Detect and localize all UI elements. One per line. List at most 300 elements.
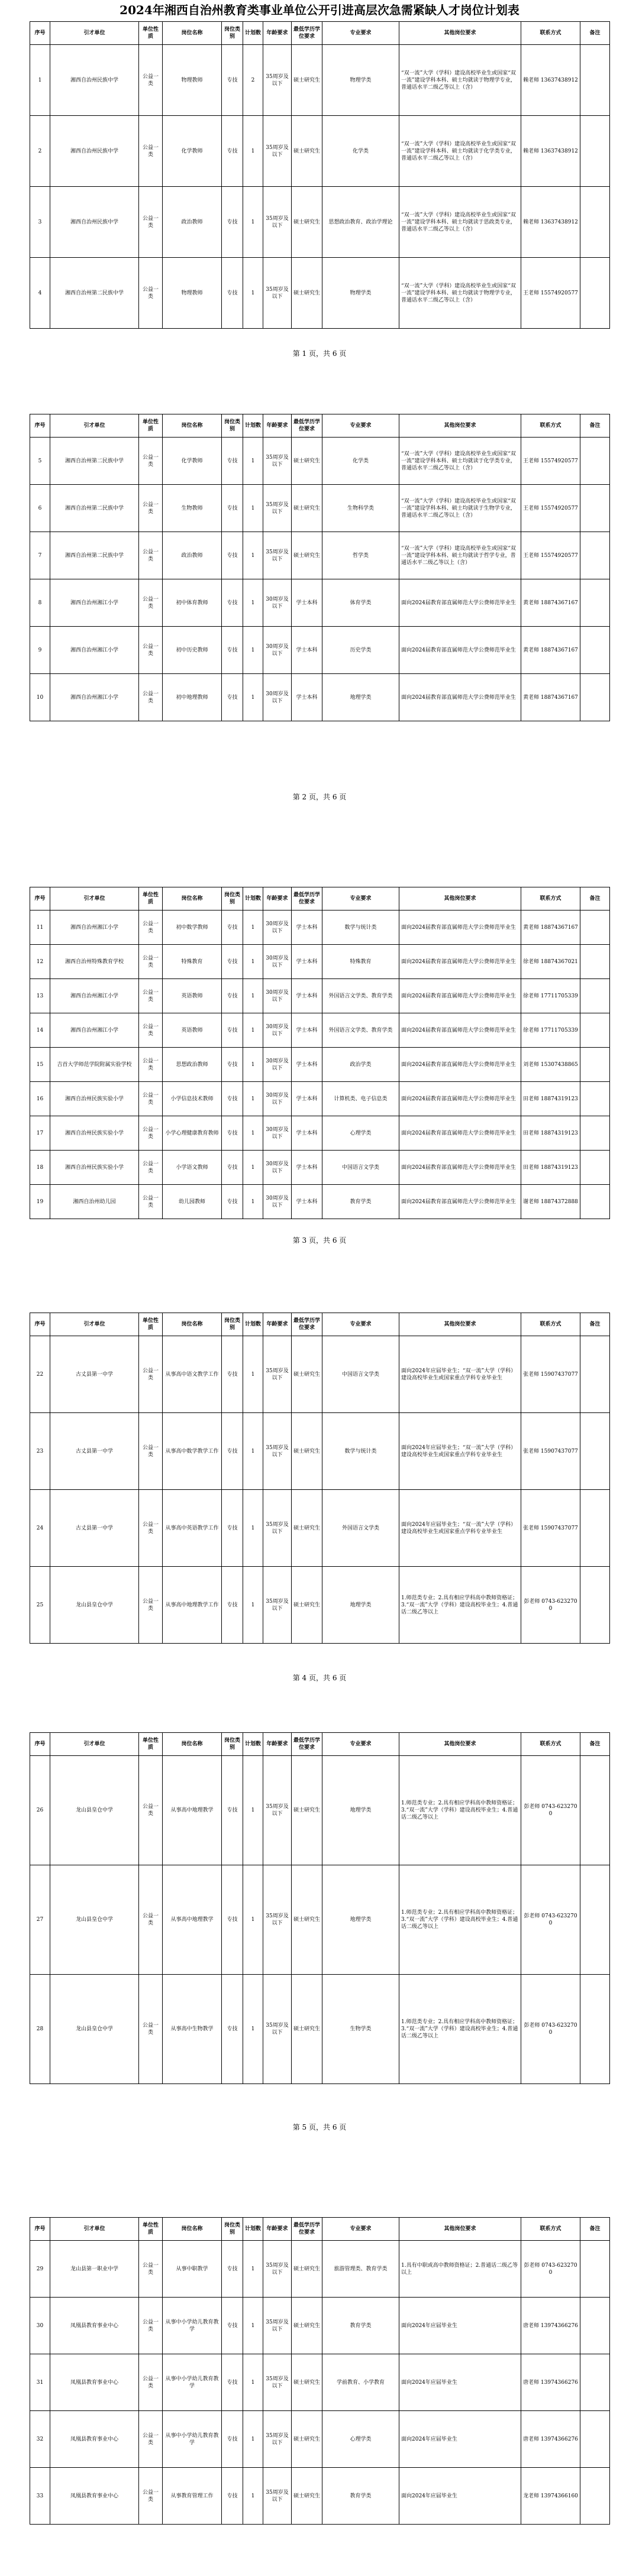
cell-age: 35周岁及以下: [263, 1975, 292, 2084]
cell-req: 1.具有中职或高中教师资格证；2.普通话二级乙等以上: [399, 2241, 521, 2298]
cell-contact: 黄老师 18874367167: [521, 627, 580, 674]
cell-contact: 唐老师 13974366276: [521, 2411, 580, 2468]
cell-post: 初中数学教师: [163, 910, 222, 945]
cell-unit: 龙山县皇仓中学: [50, 1567, 139, 1644]
cell-num: 1: [243, 258, 263, 329]
cell-req: 面向2024届教育部直属师范大学公费师范毕业生: [399, 945, 521, 979]
cell-num: 1: [243, 1865, 263, 1975]
cell-nature: 公益一类: [139, 2298, 163, 2354]
cell-unit: 龙山县皇仓中学: [50, 1975, 139, 2084]
cell-nature: 公益一类: [139, 1048, 163, 1082]
cell-req: “双一流”大学（学科）建设高校毕业生或国家“双一流”建设学科本科、硕士均就读于思政类专业，普通话水平二级乙等以上（含）: [399, 187, 521, 258]
cell-unit: 凤凰县教育事业中心: [50, 2411, 139, 2468]
cell-age: 35周岁及以下: [263, 2411, 292, 2468]
cell-major: 教育学类: [322, 2468, 399, 2525]
cell-edu: 硕士研究生: [292, 258, 322, 329]
column-header: 岗位类别: [222, 1313, 243, 1336]
page-footer: 第 3 页，共 6 页: [292, 1236, 347, 1245]
cell-post: 化学教师: [163, 116, 222, 187]
cell-num: 1: [243, 532, 263, 579]
column-header: 专业要求: [322, 2218, 399, 2241]
cell-remark: [580, 116, 610, 187]
cell-no: 19: [30, 1185, 50, 1219]
document-title: 2024年湘西自治州教育类事业单位公开引进高层次急需紧缺人才岗位计划表: [120, 3, 519, 17]
column-header: 备注: [580, 1733, 610, 1756]
cell-cat: 专技: [222, 1490, 243, 1567]
cell-no: 5: [30, 438, 50, 485]
cell-major: 学前教育、小学教育: [322, 2354, 399, 2411]
cell-no: 3: [30, 187, 50, 258]
cell-age: 35周岁及以下: [263, 2354, 292, 2411]
cell-age: 30周岁及以下: [263, 1116, 292, 1151]
cell-remark: [580, 579, 610, 627]
cell-nature: 公益一类: [139, 1151, 163, 1185]
cell-cat: 专技: [222, 116, 243, 187]
table-row: [30, 979, 610, 1013]
cell-no: 29: [30, 2241, 50, 2298]
cell-edu: 学士本科: [292, 1013, 322, 1048]
column-header: 其他岗位要求: [399, 414, 521, 438]
column-header: 年龄要求: [263, 414, 292, 438]
cell-nature: 公益一类: [139, 1975, 163, 2084]
cell-remark: [580, 2468, 610, 2525]
column-header: 专业要求: [322, 1313, 399, 1336]
cell-age: 35周岁及以下: [263, 2468, 292, 2525]
cell-contact: 谢老师 18874372888: [521, 1185, 580, 1219]
column-header: 最低学历学位要求: [292, 2218, 322, 2241]
cell-req: 面向2024届教育部直属师范大学公费师范毕业生: [399, 1013, 521, 1048]
cell-remark: [580, 1336, 610, 1413]
cell-remark: [580, 910, 610, 945]
cell-contact: 黄老师 18874367167: [521, 579, 580, 627]
table-row: [30, 1975, 610, 2084]
cell-contact: 彭老师 0743-6232700: [521, 1567, 580, 1644]
cell-num: 1: [243, 1048, 263, 1082]
cell-cat: 专技: [222, 1336, 243, 1413]
page-footer: 第 1 页，共 6 页: [292, 349, 347, 358]
cell-contact: 徐老师 18874367021: [521, 945, 580, 979]
column-header: 专业要求: [322, 22, 399, 45]
cell-remark: [580, 945, 610, 979]
cell-contact: 王老师 15574920577: [521, 438, 580, 485]
cell-age: 30周岁及以下: [263, 1048, 292, 1082]
cell-major: 旅游管理类、教育学类: [322, 2241, 399, 2298]
cell-major: 化学类: [322, 438, 399, 485]
cell-cat: 专技: [222, 1567, 243, 1644]
table-page-4: [30, 1313, 609, 1644]
table-row: [30, 1490, 610, 1567]
column-header: 年龄要求: [263, 887, 292, 910]
column-header: 单位性质: [139, 414, 163, 438]
cell-contact: 田老师 18874319123: [521, 1116, 580, 1151]
cell-cat: 专技: [222, 1413, 243, 1490]
column-header: 其他岗位要求: [399, 1733, 521, 1756]
cell-age: 30周岁及以下: [263, 910, 292, 945]
table-row: [30, 1567, 610, 1644]
cell-nature: 公益一类: [139, 45, 163, 116]
table-row: [30, 1151, 610, 1185]
column-header: 计划数: [243, 414, 263, 438]
cell-age: 30周岁及以下: [263, 1013, 292, 1048]
cell-age: 30周岁及以下: [263, 945, 292, 979]
cell-major: 哲学类: [322, 532, 399, 579]
column-header: 岗位名称: [163, 1733, 222, 1756]
table-row: [30, 2354, 610, 2411]
cell-no: 4: [30, 258, 50, 329]
cell-contact: 张老师 15907437077: [521, 1490, 580, 1567]
cell-unit: 古丈县第一中学: [50, 1413, 139, 1490]
cell-no: 13: [30, 979, 50, 1013]
cell-post: 从事高中生物教学: [163, 1975, 222, 2084]
cell-nature: 公益一类: [139, 1865, 163, 1975]
column-header: 单位性质: [139, 1733, 163, 1756]
cell-edu: 硕士研究生: [292, 1413, 322, 1490]
cell-age: 35周岁及以下: [263, 1865, 292, 1975]
cell-req: 1.师范类专业；2.具有相应学科高中教师资格证；3.“双一流”大学（学科）建设高校毕业生；4.普通话二级乙等以上: [399, 1567, 521, 1644]
cell-post: 从事高中语文教学工作: [163, 1336, 222, 1413]
cell-age: 35周岁及以下: [263, 187, 292, 258]
cell-nature: 公益一类: [139, 1413, 163, 1490]
cell-req: “双一流”大学（学科）建设高校毕业生或国家“双一流”建设学科本科、硕士均就读于物理学专业，普通话水平二级乙等以上（含）: [399, 258, 521, 329]
cell-major: 教育学类: [322, 2298, 399, 2354]
cell-remark: [580, 2298, 610, 2354]
cell-no: 18: [30, 1151, 50, 1185]
cell-post: 从事高中数学教学工作: [163, 1413, 222, 1490]
column-header: 其他岗位要求: [399, 2218, 521, 2241]
cell-num: 1: [243, 1185, 263, 1219]
column-header: 联系方式: [521, 1313, 580, 1336]
cell-num: 1: [243, 2241, 263, 2298]
cell-unit: 湘西自治州民族中学: [50, 116, 139, 187]
cell-major: 数学与统计类: [322, 910, 399, 945]
cell-no: 28: [30, 1975, 50, 2084]
column-header: 最低学历学位要求: [292, 414, 322, 438]
cell-contact: 田老师 18874319123: [521, 1082, 580, 1116]
table-page-2: [30, 414, 609, 721]
cell-remark: [580, 2354, 610, 2411]
cell-no: 31: [30, 2354, 50, 2411]
table-row: [30, 2468, 610, 2525]
table-row: [30, 1865, 610, 1975]
cell-nature: 公益一类: [139, 979, 163, 1013]
cell-post: 从事高中地理教学: [163, 1756, 222, 1865]
cell-cat: 专技: [222, 258, 243, 329]
cell-cat: 专技: [222, 1116, 243, 1151]
column-header: 最低学历学位要求: [292, 887, 322, 910]
cell-unit: 湘西自治州湘江小学: [50, 627, 139, 674]
column-header: 联系方式: [521, 2218, 580, 2241]
column-header: 其他岗位要求: [399, 1313, 521, 1336]
recruitment-table: [30, 1732, 610, 2084]
cell-req: 面向2024届教育部直属师范大学公费师范毕业生: [399, 910, 521, 945]
cell-age: 35周岁及以下: [263, 438, 292, 485]
cell-unit: 吉首大学师范学院附属实验学校: [50, 1048, 139, 1082]
cell-nature: 公益一类: [139, 2241, 163, 2298]
cell-contact: 刘老师 15307438865: [521, 1048, 580, 1082]
table-row: [30, 485, 610, 532]
table-row: [30, 1013, 610, 1048]
cell-age: 35周岁及以下: [263, 532, 292, 579]
cell-cat: 专技: [222, 2298, 243, 2354]
cell-req: 面向2024年应届毕业生；“双一流”大学（学科）建设高校毕业生或国家重点学科专业毕业生: [399, 1413, 521, 1490]
table-row: [30, 532, 610, 579]
column-header: 其他岗位要求: [399, 22, 521, 45]
column-header: 备注: [580, 22, 610, 45]
cell-nature: 公益一类: [139, 1490, 163, 1567]
cell-unit: 龙山县皇仓中学: [50, 1865, 139, 1975]
column-header: 专业要求: [322, 414, 399, 438]
table-row: [30, 2411, 610, 2468]
cell-remark: [580, 258, 610, 329]
cell-contact: 赖老师 13637438912: [521, 45, 580, 116]
cell-nature: 公益一类: [139, 1082, 163, 1116]
cell-age: 30周岁及以下: [263, 1151, 292, 1185]
cell-edu: 硕士研究生: [292, 1865, 322, 1975]
column-header: 专业要求: [322, 1733, 399, 1756]
cell-major: 物理学类: [322, 45, 399, 116]
cell-req: 面向2024年应届毕业生；“双一流”大学（学科）建设高校毕业生或国家重点学科专业毕业生: [399, 1336, 521, 1413]
cell-no: 12: [30, 945, 50, 979]
cell-remark: [580, 532, 610, 579]
cell-nature: 公益一类: [139, 1567, 163, 1644]
cell-num: 1: [243, 945, 263, 979]
column-header: 计划数: [243, 1313, 263, 1336]
cell-major: 教育学类: [322, 1185, 399, 1219]
cell-post: 物理教师: [163, 45, 222, 116]
cell-post: 小学心理健康教育教师: [163, 1116, 222, 1151]
cell-age: 30周岁及以下: [263, 674, 292, 721]
cell-major: 心理学类: [322, 2411, 399, 2468]
cell-remark: [580, 979, 610, 1013]
cell-post: 从事高中英语教学工作: [163, 1490, 222, 1567]
column-header: 联系方式: [521, 887, 580, 910]
cell-req: “双一流”大学（学科）建设高校毕业生或国家“双一流”建设学科本科、硕士均就读于化学类专业，普通话水平二级乙等以上（含）: [399, 116, 521, 187]
cell-contact: 王老师 15574920577: [521, 532, 580, 579]
cell-nature: 公益一类: [139, 1185, 163, 1219]
cell-edu: 学士本科: [292, 910, 322, 945]
column-header: 岗位名称: [163, 414, 222, 438]
cell-major: 政治学类: [322, 1048, 399, 1082]
cell-unit: 湘西自治州特殊教育学校: [50, 945, 139, 979]
cell-post: 物理教师: [163, 258, 222, 329]
cell-post: 从事中小学幼儿教育教学: [163, 2411, 222, 2468]
cell-req: 面向2024届教育部直属师范大学公费师范毕业生: [399, 1082, 521, 1116]
cell-num: 1: [243, 1756, 263, 1865]
table-row: [30, 258, 610, 329]
cell-req: 1.师范类专业；2.具有相应学科高中教师资格证；3.“双一流”大学（学科）建设高校毕业生；4.普通话二级乙等以上: [399, 1975, 521, 2084]
cell-unit: 龙山县皇仓中学: [50, 1756, 139, 1865]
cell-remark: [580, 1413, 610, 1490]
column-header: 序号: [30, 414, 50, 438]
cell-cat: 专技: [222, 2241, 243, 2298]
cell-nature: 公益一类: [139, 1116, 163, 1151]
cell-no: 30: [30, 2298, 50, 2354]
cell-edu: 硕士研究生: [292, 438, 322, 485]
cell-major: 外国语言文学类: [322, 1490, 399, 1567]
cell-req: “双一流”大学（学科）建设高校毕业生或国家“双一流”建设学科本科、硕士均就读于化学类专业，普通话水平二级乙等以上（含）: [399, 438, 521, 485]
cell-no: 23: [30, 1413, 50, 1490]
page-footer: 第 4 页，共 6 页: [292, 1674, 347, 1682]
cell-contact: 徐老师 17711705339: [521, 1013, 580, 1048]
cell-no: 26: [30, 1756, 50, 1865]
cell-edu: 学士本科: [292, 627, 322, 674]
cell-unit: 古丈县第一中学: [50, 1336, 139, 1413]
table-header-row: [30, 22, 610, 45]
cell-contact: 徐老师 17711705339: [521, 979, 580, 1013]
cell-unit: 凤凰县教育事业中心: [50, 2468, 139, 2525]
column-header: 岗位类别: [222, 1733, 243, 1756]
column-header: 计划数: [243, 1733, 263, 1756]
cell-no: 8: [30, 579, 50, 627]
cell-remark: [580, 438, 610, 485]
cell-remark: [580, 1048, 610, 1082]
cell-num: 1: [243, 1413, 263, 1490]
cell-no: 16: [30, 1082, 50, 1116]
cell-age: 30周岁及以下: [263, 579, 292, 627]
table-header-row: [30, 414, 610, 438]
cell-edu: 学士本科: [292, 579, 322, 627]
cell-nature: 公益一类: [139, 674, 163, 721]
cell-nature: 公益一类: [139, 1756, 163, 1865]
column-header: 单位性质: [139, 22, 163, 45]
page-footer: 第 2 页，共 6 页: [292, 793, 347, 801]
cell-post: 化学教师: [163, 438, 222, 485]
cell-no: 22: [30, 1336, 50, 1413]
cell-age: 35周岁及以下: [263, 1567, 292, 1644]
cell-no: 17: [30, 1116, 50, 1151]
cell-remark: [580, 1151, 610, 1185]
cell-remark: [580, 1975, 610, 2084]
cell-post: 从事中小学幼儿教育教学: [163, 2298, 222, 2354]
cell-cat: 专技: [222, 1151, 243, 1185]
recruitment-table: [30, 887, 610, 1219]
table-header-row: [30, 1733, 610, 1756]
recruitment-table: [30, 21, 610, 329]
cell-no: 25: [30, 1567, 50, 1644]
column-header: 岗位类别: [222, 887, 243, 910]
cell-num: 1: [243, 485, 263, 532]
cell-remark: [580, 2411, 610, 2468]
table-row: [30, 187, 610, 258]
cell-post: 英语教师: [163, 979, 222, 1013]
column-header: 年龄要求: [263, 1733, 292, 1756]
column-header: 联系方式: [521, 1733, 580, 1756]
cell-cat: 专技: [222, 45, 243, 116]
cell-major: 地理学类: [322, 674, 399, 721]
cell-nature: 公益一类: [139, 187, 163, 258]
cell-unit: 湘西自治州民族实验小学: [50, 1151, 139, 1185]
cell-cat: 专技: [222, 2468, 243, 2525]
cell-num: 1: [243, 187, 263, 258]
cell-cat: 专技: [222, 1756, 243, 1865]
cell-post: 初中体育教师: [163, 579, 222, 627]
cell-age: 35周岁及以下: [263, 2298, 292, 2354]
cell-cat: 专技: [222, 979, 243, 1013]
cell-cat: 专技: [222, 627, 243, 674]
cell-req: “双一流”大学（学科）建设高校毕业生或国家“双一流”建设学科本科、硕士均就读于生物学专业，普通话水平二级乙等以上（含）: [399, 485, 521, 532]
cell-cat: 专技: [222, 187, 243, 258]
cell-post: 从事高中地理教学: [163, 1865, 222, 1975]
cell-num: 1: [243, 116, 263, 187]
column-header: 序号: [30, 1733, 50, 1756]
cell-req: 面向2024届教育部直属师范大学公费师范毕业生: [399, 627, 521, 674]
cell-major: 数学与统计类: [322, 1413, 399, 1490]
cell-unit: 湘西自治州民族实验小学: [50, 1116, 139, 1151]
cell-nature: 公益一类: [139, 1336, 163, 1413]
table-page-5: [30, 1732, 609, 2084]
cell-no: 32: [30, 2411, 50, 2468]
cell-remark: [580, 2241, 610, 2298]
cell-req: 面向2024年应届毕业生；“双一流”大学（学科）建设高校毕业生或国家重点学科专业毕业生: [399, 1490, 521, 1567]
column-header: 年龄要求: [263, 2218, 292, 2241]
cell-contact: 彭老师 0743-6232700: [521, 1865, 580, 1975]
cell-remark: [580, 627, 610, 674]
cell-nature: 公益一类: [139, 2411, 163, 2468]
cell-cat: 专技: [222, 1975, 243, 2084]
cell-req: 面向2024届教育部直属师范大学公费师范毕业生: [399, 1048, 521, 1082]
cell-age: 30周岁及以下: [263, 1082, 292, 1116]
column-header: 联系方式: [521, 414, 580, 438]
cell-num: 1: [243, 579, 263, 627]
column-header: 最低学历学位要求: [292, 1313, 322, 1336]
cell-cat: 专技: [222, 1082, 243, 1116]
cell-no: 33: [30, 2468, 50, 2525]
cell-nature: 公益一类: [139, 945, 163, 979]
cell-num: 1: [243, 627, 263, 674]
cell-req: 面向2024届教育部直属师范大学公费师范毕业生: [399, 1116, 521, 1151]
cell-edu: 硕士研究生: [292, 2298, 322, 2354]
cell-unit: 龙山县第一职业中学: [50, 2241, 139, 2298]
column-header: 序号: [30, 22, 50, 45]
table-row: [30, 1336, 610, 1413]
cell-contact: 张老师 15907437077: [521, 1413, 580, 1490]
column-header: 最低学历学位要求: [292, 1733, 322, 1756]
cell-num: 1: [243, 1151, 263, 1185]
cell-num: 1: [243, 910, 263, 945]
table-row: [30, 910, 610, 945]
column-header: 备注: [580, 887, 610, 910]
cell-post: 初中历史教师: [163, 627, 222, 674]
cell-post: 从事中小学幼儿教育教学: [163, 2354, 222, 2411]
cell-edu: 学士本科: [292, 1116, 322, 1151]
column-header: 年龄要求: [263, 1313, 292, 1336]
column-header: 单位性质: [139, 887, 163, 910]
cell-edu: 学士本科: [292, 945, 322, 979]
cell-unit: 湘西自治州湘江小学: [50, 979, 139, 1013]
cell-no: 2: [30, 116, 50, 187]
cell-cat: 专技: [222, 910, 243, 945]
cell-major: 物理学类: [322, 258, 399, 329]
cell-major: 地理学类: [322, 1756, 399, 1865]
cell-edu: 硕士研究生: [292, 1567, 322, 1644]
table-row: [30, 2298, 610, 2354]
cell-edu: 硕士研究生: [292, 45, 322, 116]
cell-post: 政治教师: [163, 187, 222, 258]
cell-unit: 湘西自治州幼儿园: [50, 1185, 139, 1219]
cell-post: 英语教师: [163, 1013, 222, 1048]
cell-major: 生物学类: [322, 1975, 399, 2084]
cell-req: 面向2024届教育部直属师范大学公费师范毕业生: [399, 674, 521, 721]
cell-req: 面向2024年应届毕业生: [399, 2468, 521, 2525]
cell-no: 27: [30, 1865, 50, 1975]
cell-remark: [580, 1013, 610, 1048]
cell-post: 幼儿园教师: [163, 1185, 222, 1219]
cell-no: 14: [30, 1013, 50, 1048]
cell-unit: 凤凰县教育事业中心: [50, 2354, 139, 2411]
cell-unit: 凤凰县教育事业中心: [50, 2298, 139, 2354]
cell-age: 35周岁及以下: [263, 258, 292, 329]
cell-no: 24: [30, 1490, 50, 1567]
